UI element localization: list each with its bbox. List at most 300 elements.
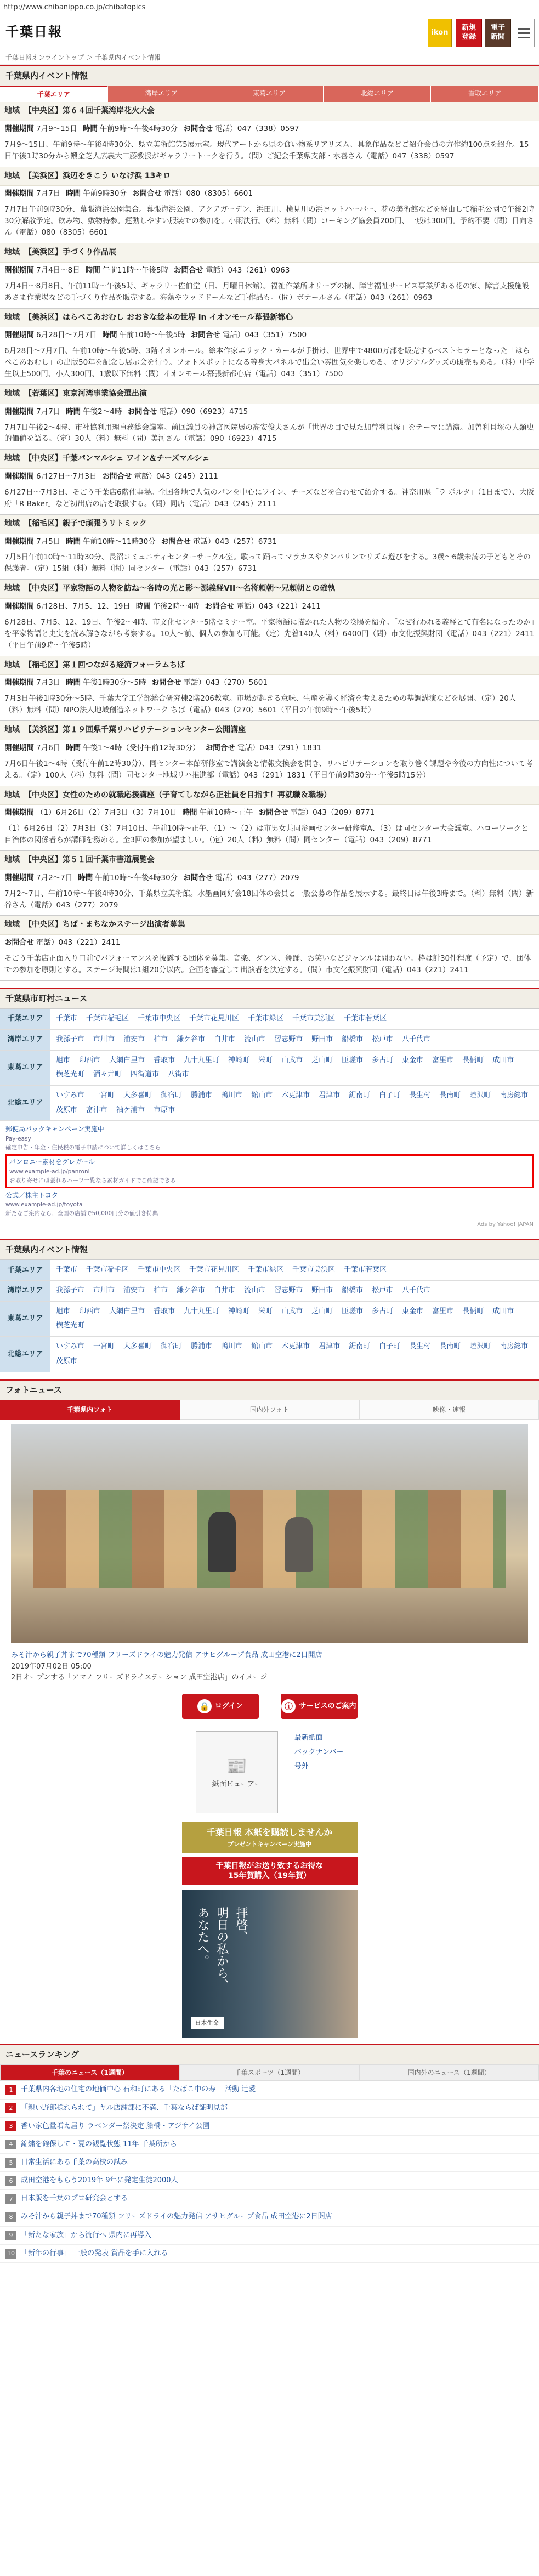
- epaper-viewer-label: 紙面ビューアー: [212, 1780, 262, 1789]
- city-link[interactable]: 茂原市: [56, 1105, 78, 1114]
- city-link[interactable]: 御宿町: [161, 1091, 183, 1099]
- event-time-label: 時間: [66, 743, 81, 752]
- event-area-label: 地域: [4, 248, 20, 257]
- ad-desc: お取り寄せに頑張れるパーツ一覧なら素材ガイドでご確認できる: [9, 1177, 176, 1184]
- event-contact-field: [191, 330, 307, 341]
- city-link[interactable]: 千葉市中央区: [138, 1266, 181, 1274]
- event-contact-label: お問合せ: [4, 938, 34, 947]
- epaper-viewer-box[interactable]: [196, 1731, 278, 1813]
- city-link[interactable]: 柏市: [154, 1035, 168, 1043]
- city-link[interactable]: 長生村: [409, 1342, 431, 1351]
- register-button[interactable]: [456, 19, 482, 47]
- city-link[interactable]: 成田市: [492, 1056, 514, 1064]
- area-row-items: [50, 1086, 539, 1120]
- city-link[interactable]: 館山市: [251, 1342, 273, 1351]
- ranking-headline[interactable]: 日常生活にある千葉の高校の試み: [21, 2158, 128, 2166]
- service-button[interactable]: [281, 1694, 358, 1719]
- city-link[interactable]: 匝瑳市: [342, 1307, 364, 1315]
- city-news-title: 千葉県市町村ニュース: [0, 988, 539, 1008]
- ranking-number: 5: [5, 2158, 16, 2168]
- city-link[interactable]: 君津市: [319, 1342, 341, 1351]
- event-contact-label: お問合せ: [174, 265, 204, 275]
- city-link[interactable]: 習志野市: [274, 1035, 303, 1043]
- city-link[interactable]: 栄町: [258, 1056, 273, 1064]
- city-link[interactable]: 白子町: [379, 1342, 401, 1351]
- event-period: 7月2〜7日: [36, 873, 73, 882]
- event-area-label: 地域: [4, 584, 20, 593]
- city-link[interactable]: 南房総市: [500, 1342, 529, 1351]
- ad-item[interactable]: [5, 1124, 534, 1152]
- city-link[interactable]: 芝山町: [311, 1056, 333, 1064]
- ranking-item[interactable]: [0, 2208, 539, 2226]
- event-contact: 電話）043（270）5601: [183, 678, 268, 688]
- event-meta: [0, 185, 539, 202]
- city-link[interactable]: 横芝光町: [56, 1321, 85, 1330]
- event-time-label: 時間: [82, 124, 98, 133]
- city-link[interactable]: 大網白里市: [109, 1056, 145, 1064]
- events-section-title: 千葉県内イベント情報: [0, 65, 539, 86]
- extra-edition-link[interactable]: 号外: [294, 1762, 309, 1771]
- event-name[interactable]: 【中央区】平家物語の人物を訪ね〜各時の光と影〜源義経VII〜名将頼朝〜兄頼朝との確執: [24, 584, 336, 593]
- city-link[interactable]: 大多喜町: [123, 1342, 152, 1351]
- event-period: 7月5日: [36, 537, 61, 546]
- event-contact-label: お問合せ: [258, 808, 288, 818]
- city-link[interactable]: 一宮町: [93, 1342, 115, 1351]
- event-name[interactable]: 【中央区】ちば・まちなかステージ出演者募集: [24, 920, 185, 929]
- event-time: 午後2時〜4時: [152, 602, 200, 611]
- ad-item[interactable]: [5, 1190, 534, 1218]
- city-link[interactable]: 長南町: [439, 1091, 461, 1099]
- banner-main: 千葉日報 本紙を購読しませんか: [206, 1827, 333, 1838]
- ikon-button[interactable]: [428, 19, 452, 47]
- city-link[interactable]: 多古町: [372, 1056, 394, 1064]
- city-link[interactable]: 我孫子市: [56, 1035, 85, 1043]
- city-link[interactable]: 富里市: [432, 1307, 454, 1315]
- ranking-item[interactable]: [0, 2081, 539, 2099]
- event-contact: 電話）043（291）1831: [237, 743, 322, 752]
- lock-icon: 🔒: [197, 1699, 212, 1713]
- event-contact: 電話）090（6923）4715: [159, 407, 248, 416]
- ad-title[interactable]: 公式／株主トヨタ: [5, 1191, 59, 1199]
- event-area-label: 地域: [4, 725, 20, 735]
- city-link[interactable]: 市原市: [154, 1105, 175, 1114]
- ranking-headline[interactable]: 「新年の行事」 一般の発表 賞品を手に入れる: [21, 2249, 168, 2257]
- subscription-banner[interactable]: [182, 1822, 358, 1853]
- event-time: 午後1〜4時（受付午前12時30分）: [83, 743, 200, 752]
- event-name[interactable]: 【美浜区】浜辺をきこう いなげ浜 13キロ: [24, 171, 171, 180]
- event-title: [0, 656, 539, 675]
- epaper-links: [294, 1731, 343, 1774]
- city-link[interactable]: 成田市: [492, 1307, 514, 1315]
- event-meta: [0, 404, 539, 420]
- tab-chiba-news[interactable]: 千葉のニュース（1週間）: [0, 2064, 180, 2081]
- ranking-number: 6: [5, 2176, 16, 2186]
- city-link[interactable]: 野田市: [311, 1035, 333, 1043]
- city-link[interactable]: 長柄町: [462, 1307, 484, 1315]
- ad-title[interactable]: 郵便局パックキャンペーン実施中: [5, 1125, 104, 1133]
- event-time-field: [66, 677, 146, 689]
- city-link[interactable]: 木更津市: [281, 1342, 310, 1351]
- city-link[interactable]: 鋸南町: [349, 1091, 371, 1099]
- area-row-label: 東葛エリア: [0, 1302, 50, 1336]
- city-link[interactable]: 酒々井町: [93, 1070, 122, 1079]
- area-row: [0, 1009, 539, 1030]
- ranking-tabs: [0, 2064, 539, 2081]
- event-description: 6月27日〜7月3日、そごう千葉店6階催事場。全国各地で人気のパンを中心にワイン、チーズなどを合わせて紹介する。神奈川県「ラ ポルタ」（1日まで）、大阪府「R Baker」など初出店の店を取扱する。（問）同店（電話）043（245）2111: [4, 487, 535, 508]
- event-meta: [0, 262, 539, 279]
- city-link[interactable]: 千葉市緑区: [248, 1014, 284, 1023]
- city-link[interactable]: 長柄町: [462, 1056, 484, 1064]
- city-link[interactable]: 芝山町: [311, 1307, 333, 1315]
- ad-attribution[interactable]: Ads by Yahoo! JAPAN: [477, 1221, 534, 1228]
- city-link[interactable]: 館山市: [251, 1091, 273, 1099]
- menu-button[interactable]: [514, 19, 535, 47]
- city-link[interactable]: 東金市: [402, 1307, 424, 1315]
- ranking-number: 10: [5, 2249, 16, 2259]
- city-link[interactable]: 千葉市美浜区: [292, 1014, 336, 1023]
- city-link[interactable]: 九十九里町: [184, 1307, 220, 1315]
- e-paper-button[interactable]: [485, 19, 511, 47]
- city-link[interactable]: 神崎町: [228, 1056, 250, 1064]
- city-link[interactable]: 千葉市花見川区: [189, 1266, 240, 1274]
- register-label-2: 登録: [461, 33, 476, 41]
- city-link[interactable]: 松戸市: [372, 1035, 394, 1043]
- ad-desc: 確定申告・年金・住民税の電子申請について詳しくはこちら: [5, 1144, 161, 1151]
- area-row-items: [50, 1009, 539, 1029]
- city-link[interactable]: 白井市: [214, 1286, 236, 1295]
- tab-domestic-photo[interactable]: 国内外フォト: [180, 1400, 360, 1420]
- ranking-number: 7: [5, 2194, 16, 2204]
- city-link[interactable]: 野田市: [311, 1286, 333, 1295]
- tab-chiba-area[interactable]: 千葉エリア: [0, 86, 108, 102]
- city-link[interactable]: 千葉市花見川区: [189, 1014, 240, 1023]
- tab-tokatsu-area[interactable]: 東葛エリア: [215, 86, 324, 102]
- city-link[interactable]: 市川市: [93, 1286, 115, 1295]
- news-photo[interactable]: [11, 1424, 528, 1643]
- event-contact-field: [183, 872, 299, 884]
- tab-national-news[interactable]: 国内外のニュース（1週間）: [359, 2064, 539, 2081]
- city-link[interactable]: 富津市: [86, 1105, 108, 1114]
- event-description: 7月7日午後2〜4時、市社協利用理事務総会議室。前回議員の神宮医院展の高安俊夫さんが「世界の目で見た加曽利貝塚」をテーマに講演。加曽利貝塚の人類史的価値を語る。（定）30人（料）無料（問）美河さん（電話）090（6923）4715: [4, 423, 534, 444]
- city-link[interactable]: 匝瑳市: [342, 1056, 364, 1064]
- city-link[interactable]: 東金市: [402, 1056, 424, 1064]
- city-link[interactable]: 旭市: [56, 1056, 71, 1064]
- city-link[interactable]: 浦安市: [123, 1286, 145, 1295]
- event-area-label: 地域: [4, 920, 20, 929]
- tab-chiba-photo[interactable]: 千葉県内フォト: [0, 1400, 180, 1420]
- city-link[interactable]: 印西市: [79, 1307, 101, 1315]
- event-period: 7月4日〜8日: [36, 265, 80, 275]
- event-period-label: 開催期間: [4, 265, 34, 275]
- news-ranking: [0, 2044, 539, 2263]
- event-description: 7月6日午後1〜4時（受付午前12時30分）、同センター本館研修室で講演会と情報交換会を開き、リハビリテーションを取り巻く課題や今後の方向性について考える。（定）100人（料）無料（問）同センター地域リハ推進部（電話）043（291）1831（平日午前9時30分〜午後5時15分）: [4, 759, 533, 780]
- ranking-item[interactable]: [0, 2245, 539, 2263]
- area-row-items: [50, 1281, 539, 1301]
- city-link[interactable]: 九十九里町: [184, 1056, 220, 1064]
- event-title: [0, 721, 539, 740]
- event-period-field: [4, 742, 60, 754]
- event-time-field: [78, 872, 178, 884]
- register-label-1: 新規: [461, 24, 476, 32]
- tab-wangan-area[interactable]: 湾岸エリア: [108, 86, 216, 102]
- city-link[interactable]: 袖ケ浦市: [116, 1105, 145, 1114]
- event-name[interactable]: 【若葉区】東京河湾事業協会選出演: [24, 389, 147, 398]
- city-link[interactable]: 白井市: [214, 1035, 236, 1043]
- area-row: [0, 1260, 539, 1281]
- ranking-item[interactable]: [0, 2100, 539, 2118]
- event-time-label: 時間: [182, 808, 197, 818]
- event-meta: [0, 870, 539, 886]
- city-link[interactable]: 茂原市: [56, 1357, 78, 1365]
- city-link[interactable]: 千葉市: [56, 1266, 78, 1274]
- city-link[interactable]: いすみ市: [56, 1091, 85, 1099]
- event-period: 7月6日: [36, 743, 61, 752]
- event-contact-field: [259, 807, 375, 819]
- event-name[interactable]: 【稲毛区】親子で頑張うリトミック: [24, 519, 147, 528]
- city-link[interactable]: 神崎町: [228, 1307, 250, 1315]
- city-link[interactable]: 千葉市若葉区: [344, 1014, 387, 1023]
- city-link[interactable]: 四街道市: [131, 1070, 160, 1079]
- event-meta: [0, 804, 539, 821]
- event-time-label: 時間: [85, 265, 100, 275]
- event-contact-field: [152, 677, 268, 689]
- city-link[interactable]: 山武市: [281, 1056, 303, 1064]
- event-period: 6月27日〜7月3日: [36, 472, 97, 481]
- city-link[interactable]: 長生村: [409, 1091, 431, 1099]
- city-link[interactable]: 柏市: [154, 1286, 168, 1295]
- city-link[interactable]: 我孫子市: [56, 1286, 85, 1295]
- event-meta: [0, 327, 539, 343]
- city-link[interactable]: 横芝光町: [56, 1070, 85, 1079]
- photo-caption: [0, 1648, 539, 1686]
- city-link[interactable]: 大網白里市: [109, 1307, 145, 1315]
- city-link[interactable]: 船橋市: [342, 1286, 364, 1295]
- event-area-label: 地域: [4, 389, 20, 398]
- event-contact-label: お問合せ: [183, 124, 213, 133]
- city-link[interactable]: 長南町: [439, 1342, 461, 1351]
- photo-news: [0, 1400, 539, 1686]
- city-link[interactable]: 鴨川市: [221, 1342, 243, 1351]
- city-link[interactable]: 睦沢町: [469, 1091, 491, 1099]
- city-link[interactable]: 千葉市若葉区: [344, 1266, 387, 1274]
- event-time-label: 時間: [66, 189, 81, 198]
- event-area-label: 地域: [4, 660, 20, 669]
- photo-headline[interactable]: みそ汁から親子丼まで70種類 フリーズドライの魅力発信 アサヒグループ食品 成田空港に2日開店: [11, 1650, 322, 1659]
- event-contact-label: お問合せ: [102, 472, 132, 481]
- photo-tabs: [0, 1400, 539, 1420]
- event-title: [0, 243, 539, 262]
- event-period-field: [4, 872, 72, 884]
- event-contact-label: お問合せ: [205, 602, 235, 611]
- event-name[interactable]: 【中央区】第５１回千葉市書道展覧会: [24, 855, 155, 864]
- city-link[interactable]: 鎌ケ谷市: [177, 1035, 206, 1043]
- event-period-label: 開催期間: [4, 808, 34, 818]
- ranking-item[interactable]: [0, 2227, 539, 2245]
- ranking-headline[interactable]: 千葉県内各地の住宅の地価中心 石和町にある「たばこ中の寿」 活動 辻愛: [21, 2085, 256, 2094]
- city-link[interactable]: 八街市: [168, 1070, 190, 1079]
- event-contact-field: [127, 406, 248, 418]
- event-name[interactable]: 【稲毛区】第１回つながる経済フォーラムちば: [24, 660, 185, 669]
- city-link[interactable]: 君津市: [319, 1091, 341, 1099]
- city-link[interactable]: いすみ市: [56, 1342, 85, 1351]
- event-period-label: 開催期間: [4, 124, 34, 133]
- site-logo[interactable]: 千葉日報: [5, 23, 63, 39]
- event-description: 6月28日、7月5、12、19日、午後2〜4時、市文化センター5階セミナー室。平家物語に描かれた人物の陰陽を紹介。「なぜ行われる義経とて有名になったのか」を平家物語と史実を読み解きながら考察する。10人〜前、個人の参加も可能。（定）先着140人（料）6400円（問）市文化振興財団（電話）043（221）2411（平日午前9時〜午後5時）: [4, 617, 535, 650]
- city-link[interactable]: 八千代市: [402, 1035, 431, 1043]
- city-link[interactable]: 南房総市: [500, 1091, 529, 1099]
- event-name[interactable]: 【美浜区】はらぺこあおむし おおきな絵本の世界 in イオンモール幕張新都心: [24, 313, 293, 322]
- tab-chiba-sports[interactable]: 千葉スポーツ（1週間）: [180, 2064, 360, 2081]
- city-news-grid: [0, 1008, 539, 1121]
- campaign-line-2: 15年賀購入（19年賀）: [228, 1871, 311, 1881]
- ranking-headline[interactable]: 成田空港をもらう2019年 9年に発定生徒2000人: [21, 2176, 178, 2185]
- ranking-item[interactable]: [0, 2172, 539, 2190]
- latest-paper-link[interactable]: 最新紙面: [294, 1734, 323, 1743]
- event-period-field: [4, 330, 97, 341]
- city-link[interactable]: 山武市: [281, 1307, 303, 1315]
- ranking-headline[interactable]: みそ汁から親子丼まで70種類 フリーズドライの魅力発信 アサヒグループ食品 成田空港に2日開店: [21, 2212, 332, 2221]
- city-link[interactable]: 多古町: [372, 1307, 394, 1315]
- area-row-label: 東葛エリア: [0, 1051, 50, 1085]
- city-link[interactable]: 流山市: [244, 1286, 266, 1295]
- event-item: [0, 450, 539, 514]
- event-period-label: 開催期間: [4, 743, 34, 752]
- url-bar[interactable]: http://www.chibanippo.co.jp/chibatopics: [3, 3, 146, 12]
- city-link[interactable]: 千葉市: [56, 1014, 78, 1023]
- ad-title[interactable]: パンロニー素材をグレガール: [9, 1158, 95, 1166]
- event-name[interactable]: 【中央区】千葉パンマルシェ ワイン＆チーズマルシェ: [24, 454, 210, 463]
- event-name[interactable]: 【美浜区】第１９回県千葉リハビリテーションセンター公開講座: [24, 725, 246, 735]
- area-row-label: 北総エリア: [0, 1337, 50, 1371]
- event-period: （1）6月26日（2）7月3日（3）7月10日: [36, 808, 177, 818]
- event-period-field: [4, 471, 97, 483]
- ranking-headline[interactable]: 日本版を千葉のプロ研究会とする: [21, 2194, 128, 2203]
- login-button[interactable]: [182, 1694, 259, 1719]
- city-link[interactable]: 鴨川市: [221, 1091, 243, 1099]
- event-title: [0, 167, 539, 186]
- city-link[interactable]: 松戸市: [372, 1286, 394, 1295]
- event-period-field: [4, 123, 77, 135]
- ranking-headline[interactable]: 「親い野郎様れられて」ヤル店舗部に不満、千葉ならば証明見部: [21, 2103, 228, 2112]
- city-link[interactable]: 香取市: [154, 1056, 175, 1064]
- ranking-headline[interactable]: 香い家色量増え届り ラベンダー祭決定 船橋・アジサイ公園: [21, 2121, 210, 2130]
- city-link[interactable]: 千葉市緑区: [248, 1266, 284, 1274]
- event-meta: [0, 740, 539, 756]
- ranking-item[interactable]: [0, 2136, 539, 2154]
- event-period-label: 開催期間: [4, 602, 34, 611]
- ad-item[interactable]: [5, 1154, 534, 1188]
- area-row: [0, 1337, 539, 1372]
- city-link[interactable]: 習志野市: [274, 1286, 303, 1295]
- event-name[interactable]: 【中央区】女性のための就職応援講座（子育てしながら正社員を目指す！再就職＆職場）: [24, 790, 331, 799]
- event-area-label: 地域: [4, 313, 20, 322]
- city-link[interactable]: 御宿町: [161, 1342, 183, 1351]
- city-link[interactable]: 白子町: [379, 1091, 401, 1099]
- event-time-field: [66, 536, 156, 548]
- city-link[interactable]: 浦安市: [123, 1035, 145, 1043]
- event-item: [0, 385, 539, 450]
- insurance-ad[interactable]: [182, 1890, 358, 2038]
- city-link[interactable]: 富里市: [432, 1056, 454, 1064]
- city-link[interactable]: 千葉市稲毛区: [86, 1266, 129, 1274]
- ranking-number: 3: [5, 2121, 16, 2131]
- city-link[interactable]: 勝浦市: [191, 1091, 213, 1099]
- city-link[interactable]: 睦沢町: [469, 1342, 491, 1351]
- city-link[interactable]: 香取市: [154, 1307, 175, 1315]
- city-link[interactable]: 木更津市: [281, 1091, 310, 1099]
- city-link[interactable]: 千葉市稲毛区: [86, 1014, 129, 1023]
- event-contact-label: お問合せ: [132, 189, 162, 198]
- event-period-field: [4, 406, 60, 418]
- ad-url: www.example-ad.jp/toyota: [5, 1201, 83, 1208]
- event-name[interactable]: 【美浜区】手づくり作品展: [24, 248, 116, 257]
- service-label: サービスのご案内: [299, 1702, 356, 1711]
- city-link[interactable]: 栄町: [258, 1307, 273, 1315]
- ranking-headline[interactable]: 錦繍を確保して・夏の観覧状態 11年 千葉所から: [21, 2140, 177, 2148]
- event-contact-field: [206, 742, 321, 754]
- city-link[interactable]: 八千代市: [402, 1286, 431, 1295]
- event-time-field: [66, 406, 122, 418]
- event-title: [0, 786, 539, 805]
- back-number-link[interactable]: バックナンバー: [294, 1748, 344, 1757]
- ranking-item[interactable]: [0, 2190, 539, 2208]
- city-link[interactable]: 鎌ケ谷市: [177, 1286, 206, 1295]
- event-time: 午前10時〜午後4時30分: [95, 873, 178, 882]
- event-period: 7月7日: [36, 407, 61, 416]
- tab-video[interactable]: 映像・速報: [359, 1400, 539, 1420]
- event-title: [0, 385, 539, 404]
- event-period: 7月3日: [36, 678, 61, 688]
- tab-katori-area[interactable]: 香取エリア: [431, 86, 539, 102]
- city-link[interactable]: 鋸南町: [349, 1342, 371, 1351]
- city-link[interactable]: 千葉市中央区: [138, 1014, 181, 1023]
- event-time: 午後1時30分〜5時: [83, 678, 146, 688]
- epaper-promo: [0, 1727, 539, 1818]
- event-name[interactable]: 【中央区】第６４回千葉湾岸花火大会: [24, 106, 155, 116]
- info-icon: ⓘ: [281, 1699, 296, 1713]
- campaign-line-1: 千葉日報がお送り致するお得な: [215, 1861, 324, 1870]
- event-description: （1）6月26日（2）7月3日（3）7月10日、午前10時〜正午、（1）〜（2）は市男女共同参画センター研修室A、（3）は同センター大会議室。ハローワークと自治体の関係者らが講師を務める。全3回の参加が望ましい。（定）20人（料）無料（問）同センター（電話）043（209）8771: [4, 824, 529, 845]
- tab-hokuso-area[interactable]: 北総エリア: [324, 86, 432, 102]
- city-link[interactable]: 市川市: [93, 1035, 115, 1043]
- ranking-item[interactable]: [0, 2154, 539, 2172]
- city-link[interactable]: 船橋市: [342, 1035, 364, 1043]
- city-link[interactable]: 流山市: [244, 1035, 266, 1043]
- event-time-field: [83, 123, 178, 135]
- city-link[interactable]: 印西市: [79, 1056, 101, 1064]
- hamburger-icon: [518, 28, 530, 30]
- event-time: 午前10時〜午後5時: [119, 331, 185, 340]
- city-link[interactable]: 一宮町: [93, 1091, 115, 1099]
- city-link[interactable]: 旭市: [56, 1307, 71, 1315]
- event-period-field: [4, 677, 60, 689]
- ranking-headline[interactable]: 「新たな家族」から流行へ 県内に再導入: [21, 2231, 152, 2239]
- event-time: 午前9時〜午後4時30分: [99, 124, 178, 133]
- events-area-tabs: [0, 86, 539, 102]
- city-link[interactable]: 千葉市美浜区: [292, 1266, 336, 1274]
- event-period-label: 開催期間: [4, 331, 34, 340]
- event-contact-label: お問合せ: [127, 407, 157, 416]
- event-period: 6月28日、7月5、12、19日: [36, 602, 131, 611]
- event-contact: 電話）043（257）6731: [192, 537, 277, 546]
- campaign-banner[interactable]: [182, 1857, 358, 1885]
- ranking-item[interactable]: [0, 2118, 539, 2136]
- city-link[interactable]: 勝浦市: [191, 1342, 213, 1351]
- city-link[interactable]: 大多喜町: [123, 1091, 152, 1099]
- ranking-number: 4: [5, 2140, 16, 2149]
- area-row-label: 千葉エリア: [0, 1260, 50, 1280]
- event-area-label: 地域: [4, 519, 20, 528]
